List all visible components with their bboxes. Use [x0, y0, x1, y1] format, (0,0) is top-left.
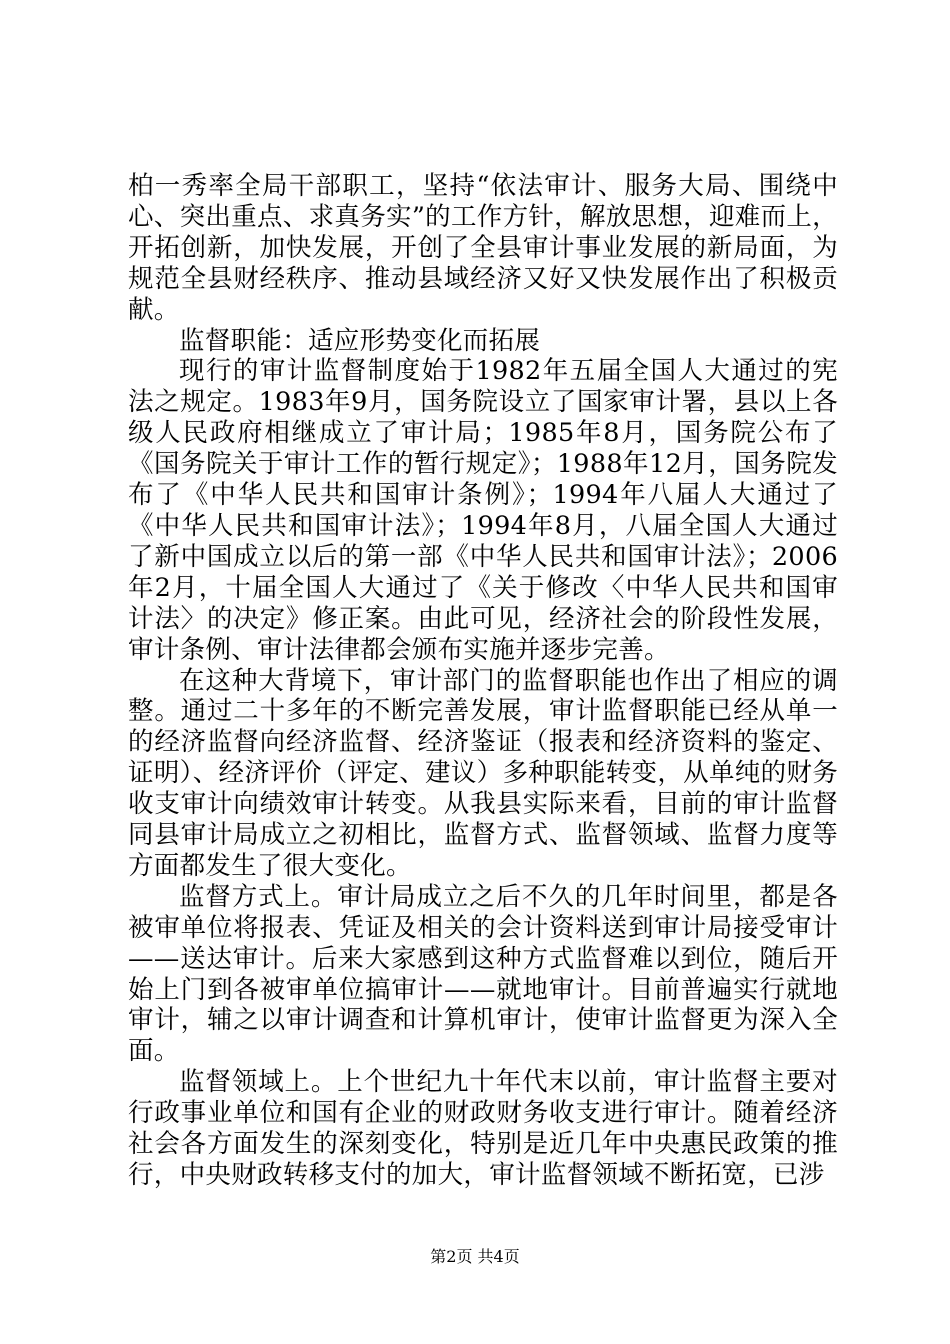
- paragraph-audit-history: 现行的审计监督制度始于1982年五届全国人大通过的宪法之规定。1983年9月，国务院设立了国家审计署，县以上各级人民政府相继成立了审计局；1985年8月，国务院公布了《国务院关于审计工作的暂行规定》；1988年12月，国务院发布了《中华人民共和国审计条例》；1994年八届人大通过了《中华人民共和国审计法》；1994年8月，八届全国人大通过了新中国成立以后的第一部《中华人民共和国审计法》；2006年2月，十届全国人大通过了《关于修改〈中华人民共和国审计法〉的决定》修正案。由此可见，经济社会的阶段性发展，审计条例、审计法律都会颁布实施并逐步完善。: [128, 356, 838, 665]
- section-heading-supervision-function: 监督职能：适应形势变化而拓展: [179, 325, 541, 356]
- page-number-footer: 第2页 共4页: [430, 1247, 520, 1266]
- paragraph-supervision-field: 监督领域上。上个世纪九十年代末以前，审计监督主要对行政事业单位和国有企业的财政财务收支进行审计。随着经济社会各方面发生的深刻变化，特别是近几年中央惠民政策的推行，中央财政转移支付的加大，审计监督领域不断拓宽，已涉: [128, 1067, 838, 1190]
- paragraph-function-adjustment: 在这种大背境下，审计部门的监督职能也作出了相应的调整。通过二十多年的不断完善发展，审计监督职能已经从单一的经济监督向经济监督、经济鉴证（报表和经济资料的鉴定、证明）、经济评价（评定、建议）多种职能转变，从单纯的财务收支审计向绩效审计转变。从我县实际来看，目前的审计监督同县审计局成立之初相比，监督方式、监督领域、监督力度等方面都发生了很大变化。: [128, 665, 838, 881]
- document-body: [128, 171, 838, 1191]
- paragraph-supervision-method: 监督方式上。审计局成立之后不久的几年时间里，都是各被审单位将报表、凭证及相关的会计资料送到审计局接受审计——送达审计。后来大家感到这种方式监督难以到位，随后开始上门到各被审单位搞审计——就地审计。目前普遍实行就地审计，辅之以审计调查和计算机审计，使审计监督更为深入全面。: [128, 881, 838, 1067]
- paragraph-intro-continuation: 柏一秀率全局干部职工，坚持“依法审计、服务大局、围绕中心、突出重点、求真务实”的工作方针，解放思想，迎难而上，开拓创新，加快发展，开创了全县审计事业发展的新局面，为规范全县财经秩序、推动县域经济又好又快发展作出了积极贡献。: [128, 171, 838, 325]
